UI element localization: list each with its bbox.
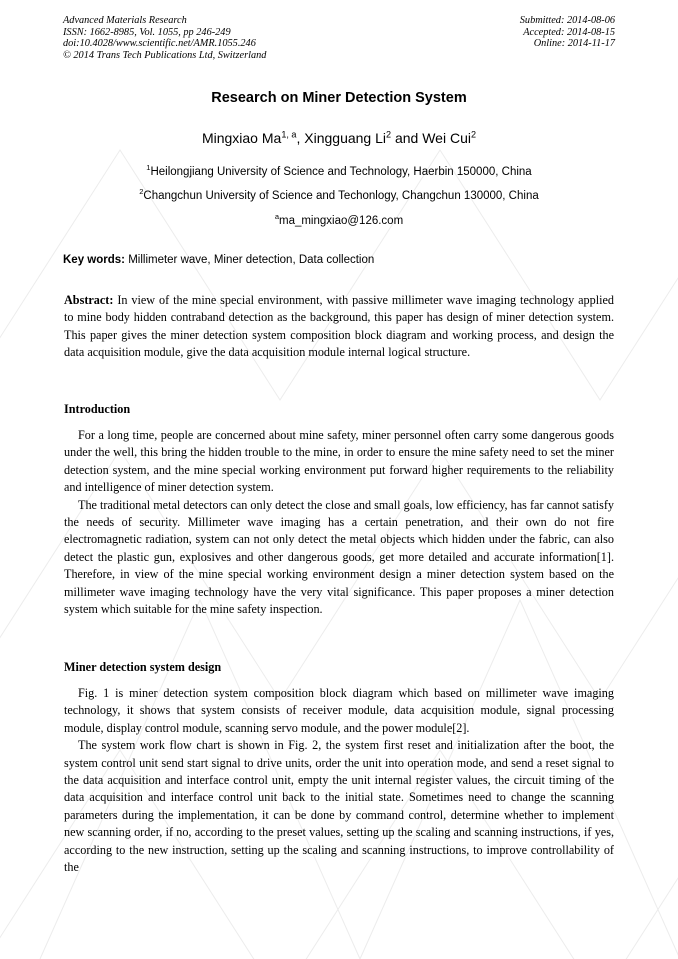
author-name: and Wei Cui (391, 130, 471, 146)
introduction-body (64, 427, 614, 618)
online-date: Online: 2014-11-17 (533, 38, 615, 49)
keywords-line (63, 254, 615, 266)
author-email (0, 212, 678, 227)
doi-line: doi:10.4028/www.scientific.net/AMR.1055.246 (63, 38, 256, 49)
paragraph: Fig. 1 is miner detection system composition block diagram which based on millimeter wave imaging technology, it shows that system consists of receiver module, data acquisition module, signal processing module, display control module, scanning servo module, and the power module[2]. (64, 686, 614, 735)
design-body (64, 685, 614, 876)
journal-name: Advanced Materials Research (63, 15, 187, 26)
journal-info (63, 15, 266, 61)
author-sup: 1, a (281, 129, 297, 140)
copyright-line: © 2014 Trans Tech Publications Ltd, Switzerland (63, 49, 267, 61)
affiliation-sup: 2 (139, 187, 144, 197)
author-name: Mingxiao Ma (201, 130, 282, 146)
abstract-paragraph (64, 292, 614, 362)
dates-info (520, 15, 615, 50)
abstract-label: Abstract: (64, 293, 114, 307)
affiliation-1 (0, 163, 678, 178)
email-sup: a (274, 212, 279, 222)
author-sup: 2 (470, 129, 477, 140)
affiliation-text: Changchun University of Science and Techonlogy, Changchun 130000, China (143, 190, 539, 202)
submitted-date: Submitted: 2014-08-06 (519, 15, 615, 26)
author-sup: 2 (386, 129, 392, 140)
paragraph: The traditional metal detectors can only detect the close and small goals, low efficiency, has far cannot satisfy the needs of security. Millimeter wave imaging has a certain penetration, and their own do not fire electromagnetic radiation, system can not only detect the metal objects which hidden under the fabric, can also detect the plastic gun, explosives and other dangerous goods, get more detailed and accurate information[1]. Therefore, in view of the mine special working environment design a miner detection system based on the millimeter wave imaging technology have the very vital significance. This paper proposes a miner detection system which suitable for the mine safety inspection. (64, 497, 614, 617)
section-heading-design: Miner detection system design (64, 660, 222, 674)
paragraph: For a long time, people are concerned about mine safety, miner personnel often carry some dangerous goods under the well, this bring the hidden trouble to the mine, in order to ensure the mine safety need to set the miner detection system, and the mine special working environment put forward higher requirements to the reliability and intelligence of miner detection system. (64, 428, 614, 495)
author-name: , Xingguang Li (296, 130, 387, 146)
section-heading-introduction: Introduction (64, 402, 131, 416)
affiliation-sup: 1 (146, 163, 151, 173)
accepted-date: Accepted: 2014-08-15 (523, 26, 615, 38)
abstract-text: In view of the mine special environment, with passive millimeter wave imaging technology applied to mine body hidden contraband detection as the background, this paper has design of miner detection system. This paper gives the miner detection system composition block diagram and working process, and design the data acquisition module, give the data acquisition module internal logical structure. (64, 293, 614, 360)
issn-line: ISSN: 1662-8985, Vol. 1055, pp 246-249 (63, 26, 231, 38)
paragraph: The system work flow chart is shown in Fig. 2, the system first reset and initialization after the boot, the system control unit send start signal to drive units, order the unit into operation mode, and send a reset signal to the data acquisition and interface control unit, empty the unit internal register values, the circuit timing of the data acquisition and interface control unit back to the initial state. Sometimes need to change the scanning parameters during the implementation, it can be done by command control, determine whether to implement new scanning order, if no, according to the preset values, setting up the scaling and scanning instructions, if yes, according to the new instruction, setting up the scaling and scanning instructions, to improve controllability of the (64, 738, 614, 875)
email-text: ma_mingxiao@126.com (278, 215, 404, 227)
paper-title: Research on Miner Detection System (211, 90, 467, 106)
keywords-label: Key words: (63, 254, 125, 266)
affiliation-2 (0, 187, 678, 202)
affiliation-text: Heilongjiang University of Science and Technology, Haerbin 150000, China (150, 166, 532, 178)
author-list (0, 130, 678, 146)
keywords-text: Millimeter wave, Miner detection, Data collection (125, 254, 375, 266)
